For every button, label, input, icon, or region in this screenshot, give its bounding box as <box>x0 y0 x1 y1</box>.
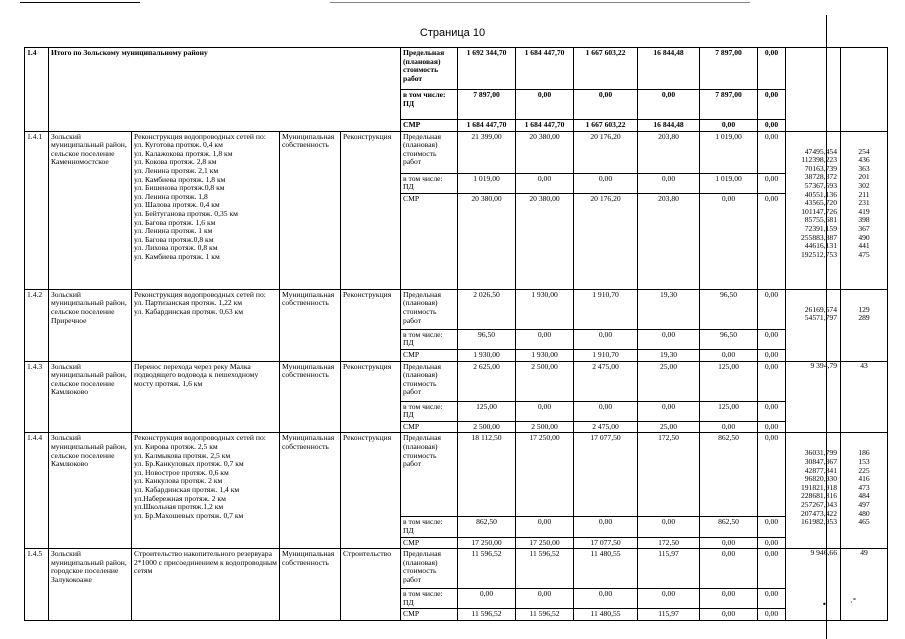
cost-value: 0,00 <box>458 589 516 609</box>
cost-value: 19,30 <box>638 289 700 329</box>
cost-value: 0,00 <box>758 90 786 120</box>
extra-value: 228681,816 <box>800 491 838 501</box>
extra-value: 40551,136 <box>804 189 838 199</box>
cost-line-label: в том числе: ПД <box>401 329 458 349</box>
cost-value: 1 692 344,70 <box>458 48 516 90</box>
row-number: 1.4.4 <box>25 433 49 549</box>
cost-value: 862,50 <box>700 517 758 537</box>
extra-value: 9 394,79 <box>810 361 838 370</box>
extra-value: 30847,367 <box>804 456 838 466</box>
extra-count: 398 <box>858 215 870 225</box>
cost-value: 0,00 <box>574 329 638 349</box>
cost-value: 1 684 447,70 <box>516 120 574 132</box>
cost-line-label: Предельная (плановая) стоимость работ <box>401 48 458 90</box>
object-street-line: ул. Лихова протяж. 0,8 км <box>134 243 218 253</box>
cost-line-label: СМР <box>401 609 458 621</box>
extra-count: 289 <box>858 313 870 323</box>
row-number: 1.4.3 <box>25 361 49 433</box>
cost-value: 20 380,00 <box>516 193 574 289</box>
extra-value: 257267,043 <box>800 499 838 509</box>
cost-line-label: в том числе: ПД <box>401 517 458 537</box>
object-street-line: ул. Ленина протяж. 1 км <box>134 226 213 236</box>
cost-value: 0,00 <box>638 517 700 537</box>
extra-values-a <box>786 433 841 549</box>
object-street-line: ул. Кабардинская протяж. 1,4 км <box>134 484 240 494</box>
extra-count: 49 <box>860 548 868 558</box>
object-street-line: ул. Камбиева протяж. 1 км <box>134 251 220 261</box>
cost-value: 0,00 <box>700 609 758 621</box>
cost-value: 0,00 <box>516 173 574 193</box>
extra-value: 255883,887 <box>800 232 838 242</box>
object-cell <box>132 289 280 361</box>
extra-count: 367 <box>858 223 870 233</box>
extra-count: 211 <box>858 189 870 199</box>
object-street-line: ул. Бр.Канкуловых протяж. 0,7 км <box>134 459 244 469</box>
cost-value: 0,00 <box>638 173 700 193</box>
object-street-line: ул. Шалова протяж. 0,4 км <box>134 200 220 210</box>
object-title: Реконструкция водопроводных сетей по: <box>134 289 266 299</box>
cost-value: 2 500,00 <box>516 421 574 433</box>
extra-value: 44616,131 <box>804 241 838 251</box>
extra-values-b <box>841 361 888 433</box>
cost-value: 115,97 <box>638 609 700 621</box>
cost-value: 0,00 <box>700 349 758 361</box>
cost-value: 20 176,20 <box>574 131 638 173</box>
cost-line-label: СМР <box>401 193 458 289</box>
cost-value: 0,00 <box>638 329 700 349</box>
cost-value: 1 930,00 <box>458 349 516 361</box>
extra-value: 43565,720 <box>804 198 838 208</box>
extra-value: 36031,799 <box>804 448 838 458</box>
cost-line-label: Предельная (плановая) стоимость работ <box>401 433 458 517</box>
total-title: Итого по Зольскому муниципальному району <box>49 48 401 132</box>
cost-value: 125,00 <box>700 361 758 401</box>
cost-value: 862,50 <box>458 517 516 537</box>
cost-value: 0,00 <box>574 589 638 609</box>
extra-values-b <box>841 549 888 621</box>
cost-value: 0,00 <box>516 329 574 349</box>
cost-value: 18 112,50 <box>458 433 516 517</box>
cost-value: 0,00 <box>758 349 786 361</box>
extra-count: 231 <box>858 198 870 208</box>
extra-value: 57367,593 <box>804 180 838 190</box>
cost-value: 0,00 <box>638 589 700 609</box>
cost-value: 125,00 <box>458 401 516 421</box>
extra-values-b <box>841 433 888 549</box>
object-title: Реконструкция водопроводных сетей по: <box>134 433 266 443</box>
cost-value: 1 019,00 <box>700 131 758 173</box>
extra-values-a <box>786 549 841 621</box>
object-street-line: ул. Партизанская протяж. 1,22 км <box>134 298 243 308</box>
cost-value: 2 625,00 <box>458 361 516 401</box>
cost-value: 0,00 <box>700 549 758 589</box>
cost-value: 172,50 <box>638 433 700 517</box>
cost-value: 20 380,00 <box>516 131 574 173</box>
cost-value: 203,80 <box>638 131 700 173</box>
ownership-cell: Муниципальная собственность <box>280 433 341 549</box>
table-row <box>25 549 888 589</box>
extra-count: 441 <box>858 241 870 251</box>
cost-line-label: СМР <box>401 421 458 433</box>
cost-value: 16 844,48 <box>638 48 700 90</box>
cost-value: 0,00 <box>574 401 638 421</box>
cost-value: 0,00 <box>758 421 786 433</box>
ownership-cell: Муниципальная собственность <box>280 361 341 433</box>
cost-value: 17 250,00 <box>516 537 574 549</box>
extra-count: 201 <box>858 172 870 182</box>
object-title: Реконструкция водопроводных сетей по: <box>134 131 266 141</box>
object-street-line: ул. Ленина протяж. 1,8 <box>134 191 208 201</box>
extra-value: 26169,574 <box>804 304 838 314</box>
cost-value: 17 077,50 <box>574 537 638 549</box>
cost-value: 11 596,52 <box>458 609 516 621</box>
object-cell <box>132 433 280 549</box>
budget-table <box>24 47 888 621</box>
cost-value: 0,00 <box>516 589 574 609</box>
cost-value: 7 897,00 <box>700 90 758 120</box>
work-type-cell: Реконструкция <box>341 131 401 289</box>
object-street-line: ул. Калмыкова протяж. 2,5 км <box>134 450 231 460</box>
extra-value: 9 946,66 <box>810 548 838 558</box>
cost-value: 172,50 <box>638 537 700 549</box>
cost-line-label: СМР <box>401 537 458 549</box>
cost-value: 17 250,00 <box>516 433 574 517</box>
cost-value: 11 596,52 <box>516 609 574 621</box>
extra-count: 416 <box>858 474 870 484</box>
extra-count: 363 <box>858 163 870 173</box>
cost-value: 2 475,00 <box>574 361 638 401</box>
cost-line-label: Предельная (плановая) стоимость работ <box>401 549 458 589</box>
object-street-line: ул. Куготова протяж. 0,4 км <box>134 140 223 150</box>
cost-value: 2 475,00 <box>574 421 638 433</box>
extra-count: 436 <box>858 155 870 165</box>
extra-count: 254 <box>858 146 870 156</box>
cost-value: 0,00 <box>700 589 758 609</box>
object-cell <box>132 549 280 621</box>
location-cell: Зольский муниципальный район, сельское поселение Каменномостское <box>49 131 132 289</box>
extra-count: 186 <box>858 448 870 458</box>
extra-value: 192512,753 <box>800 249 838 259</box>
cost-value: 0,00 <box>758 549 786 589</box>
extra-cell-a <box>786 48 841 132</box>
cost-value: 1 930,00 <box>516 349 574 361</box>
cost-value: 11 480,55 <box>574 609 638 621</box>
location-cell: Зольский муниципальный район, сельское поселение Приречное <box>49 289 132 361</box>
ownership-cell: Муниципальная собственность <box>280 289 341 361</box>
cost-value: 115,97 <box>638 549 700 589</box>
cost-value: 1 910,70 <box>574 289 638 329</box>
cost-value: 11 596,52 <box>458 549 516 589</box>
object-street-line: ул. Калажокова протяж. 1,8 км <box>134 148 233 158</box>
cost-line-label: в том числе: ПД <box>401 589 458 609</box>
ownership-cell: Муниципальная собственность <box>280 549 341 621</box>
row-number: 1.4.1 <box>25 131 49 289</box>
cost-value: 20 176,20 <box>574 193 638 289</box>
top-edge-line <box>20 2 140 4</box>
extra-count: 465 <box>858 517 870 527</box>
cost-value: 11 480,55 <box>574 549 638 589</box>
extra-value: 85755,681 <box>804 215 838 225</box>
extra-values-b <box>841 289 888 361</box>
cost-value: 1 930,00 <box>516 289 574 329</box>
cost-value: 0,00 <box>758 537 786 549</box>
cost-value: 11 596,52 <box>516 549 574 589</box>
extra-count: 473 <box>858 482 870 492</box>
extra-count: 129 <box>858 304 870 314</box>
extra-cell-b <box>841 48 888 132</box>
ownership-cell: Муниципальная собственность <box>280 131 341 289</box>
cost-value: 0,00 <box>574 173 638 193</box>
cost-value: 16 844,48 <box>638 120 700 132</box>
cost-line-label: в том числе: ПД <box>401 401 458 421</box>
extra-value: 38728,372 <box>804 172 838 182</box>
extra-value: 70163,739 <box>804 163 838 173</box>
cost-value: 1 667 603,22 <box>574 48 638 90</box>
cost-value: 862,50 <box>700 433 758 517</box>
cost-value: 0,00 <box>758 609 786 621</box>
work-type-cell: Реконструкция <box>341 289 401 361</box>
object-street-line: ул. Кирова протяж. 2,5 км <box>134 441 218 451</box>
object-street-line: ул. Багова протяж. 1,6 км <box>134 217 216 227</box>
cost-value: 1 684 447,70 <box>516 48 574 90</box>
cost-value: 0,00 <box>758 131 786 173</box>
cost-value: 96,50 <box>700 289 758 329</box>
object-street-line: ул. Бишенова протяж.0,8 км <box>134 183 225 193</box>
cost-line-label: Предельная (плановая) стоимость работ <box>401 131 458 173</box>
cost-value: 19,30 <box>638 349 700 361</box>
extra-count: 475 <box>858 249 870 259</box>
cost-value: 0,00 <box>516 90 574 120</box>
location-cell: Зольский муниципальный район, сельское поселение Камлюково <box>49 361 132 433</box>
cost-value: 21 399,00 <box>458 131 516 173</box>
cost-line-label: СМР <box>401 349 458 361</box>
work-type-cell: Строительство <box>341 549 401 621</box>
extra-values-a <box>786 361 841 433</box>
cost-value: 2 026,50 <box>458 289 516 329</box>
extra-value: 42877,841 <box>804 465 838 475</box>
extra-count: 302 <box>858 180 870 190</box>
cost-value: 96,50 <box>700 329 758 349</box>
cost-value: 0,00 <box>758 361 786 401</box>
extra-count: 497 <box>858 499 870 509</box>
cost-value: 1 019,00 <box>700 173 758 193</box>
extra-count: 419 <box>858 206 870 216</box>
object-street-line: ул. Кокова протяж. 2,8 км <box>134 157 217 167</box>
extra-count: 43 <box>860 361 868 370</box>
cost-value: 0,00 <box>638 90 700 120</box>
table-row <box>25 48 888 90</box>
object-street-line: ул. Кабардинская протяж. 0,63 км <box>134 306 244 316</box>
cost-value: 0,00 <box>758 329 786 349</box>
extra-value: 72391,159 <box>804 223 838 233</box>
cost-value: 2 500,00 <box>516 361 574 401</box>
cost-value: 1 667 603,22 <box>574 120 638 132</box>
object-title: Перенос перехода через реку Малка подводящего водовода к пешеходному мосту протяж. 1,6 км <box>134 361 259 388</box>
cost-value: 0,00 <box>516 401 574 421</box>
table-row <box>25 131 888 173</box>
cost-value: 125,00 <box>700 401 758 421</box>
cost-value: 17 250,00 <box>458 537 516 549</box>
table-row <box>25 433 888 517</box>
extra-value: 191821,918 <box>800 482 838 492</box>
cost-value: 1 684 447,70 <box>458 120 516 132</box>
extra-count: 225 <box>858 465 870 475</box>
location-cell: Зольский муниципальный район, городское поселение Залукокоаже <box>49 549 132 621</box>
cost-value: 2 500,00 <box>458 421 516 433</box>
cost-value: 0,00 <box>758 401 786 421</box>
cost-value: 0,00 <box>758 120 786 132</box>
extra-value: 101147,726 <box>801 206 838 216</box>
cost-value: 25,00 <box>638 361 700 401</box>
cost-value: 20 380,00 <box>458 193 516 289</box>
cost-value: 17 077,50 <box>574 433 638 517</box>
object-street-line: ул. Канкулова протяж. 2 км <box>134 476 223 486</box>
extra-value: 207473,422 <box>800 508 838 518</box>
extra-count: 490 <box>858 232 870 242</box>
object-cell <box>132 131 280 289</box>
extra-values-a <box>786 289 841 361</box>
cost-value: 0,00 <box>758 289 786 329</box>
cost-value: 1 910,70 <box>574 349 638 361</box>
object-title: Строительство накопительного резервуара 2*1000 с присоединением к водопроводным сетям <box>134 549 277 576</box>
cost-value: 25,00 <box>638 421 700 433</box>
extra-value: 96820,930 <box>804 474 838 484</box>
cost-value: 0,00 <box>574 517 638 537</box>
cost-value: 203,80 <box>638 193 700 289</box>
cost-value: 0,00 <box>638 401 700 421</box>
object-street-line: ул.Набережная протяж. 2 км <box>134 493 226 503</box>
cost-value: 0,00 <box>758 433 786 517</box>
object-street-line: ул. Камбиева протяж. 1,8 км <box>134 174 226 184</box>
cost-value: 96,50 <box>458 329 516 349</box>
handwritten-mark-2: ·˚ <box>850 598 857 607</box>
object-cell <box>132 361 280 433</box>
object-street-line: ул. Новострое протяж. 0,6 км <box>134 467 229 477</box>
object-street-line: ул. Багова протяж.0,8 км <box>134 234 214 244</box>
cost-value: 0,00 <box>758 193 786 289</box>
extra-value: 47495,454 <box>804 146 838 156</box>
cost-value: 0,00 <box>574 90 638 120</box>
object-street-line: ул. Ленина протяж. 2,1 км <box>134 165 219 175</box>
table-row <box>25 289 888 329</box>
extra-count: 484 <box>858 491 870 501</box>
cost-value: 0,00 <box>700 120 758 132</box>
extra-count: 153 <box>858 456 870 466</box>
cost-value: 1 019,00 <box>458 173 516 193</box>
extra-value: 54571,797 <box>804 313 838 323</box>
cost-line-label: в том числе: ПД <box>401 173 458 193</box>
cost-line-label: в том числе: ПД <box>401 90 458 120</box>
cost-value: 0,00 <box>758 173 786 193</box>
extra-value: 112398,223 <box>801 155 838 165</box>
work-type-cell: Реконструкция <box>341 433 401 549</box>
extra-count: 480 <box>858 508 870 518</box>
table-row <box>25 361 888 401</box>
object-street-line: ул. Бейтуганова протяж. 0,35 км <box>134 208 238 218</box>
object-street-line: ул.Школьная протяж.1,2 км <box>134 502 224 512</box>
cost-value: 7 897,00 <box>700 48 758 90</box>
object-street-line: ул. Бр.Махошевых протяж. 0,7 км <box>134 510 244 520</box>
cost-value: 0,00 <box>758 48 786 90</box>
cost-value: 0,00 <box>516 517 574 537</box>
cost-value: 0,00 <box>700 193 758 289</box>
cost-value: 7 897,00 <box>458 90 516 120</box>
cost-value: 0,00 <box>700 421 758 433</box>
extra-value: 161982,953 <box>800 517 838 527</box>
page-title: Страница 10 <box>419 27 486 39</box>
cost-value: 0,00 <box>758 517 786 537</box>
cost-line-label: Предельная (плановая) стоимость работ <box>401 361 458 401</box>
cost-line-label: СМР <box>401 120 458 132</box>
cost-line-label: Предельная (плановая) стоимость работ <box>401 289 458 329</box>
cost-value: 0,00 <box>700 537 758 549</box>
extra-values-b <box>841 131 888 289</box>
cost-value: 0,00 <box>758 589 786 609</box>
location-cell: Зольский муниципальный район, сельское поселение Камлюково <box>49 433 132 549</box>
row-number: 1.4.5 <box>25 549 49 621</box>
extra-values-a <box>786 131 841 289</box>
top-edge-line-2 <box>330 2 750 4</box>
handwritten-mark: • <box>822 600 827 609</box>
row-number: 1.4.2 <box>25 289 49 361</box>
work-type-cell: Реконструкция <box>341 361 401 433</box>
row-number: 1.4 <box>25 48 49 132</box>
